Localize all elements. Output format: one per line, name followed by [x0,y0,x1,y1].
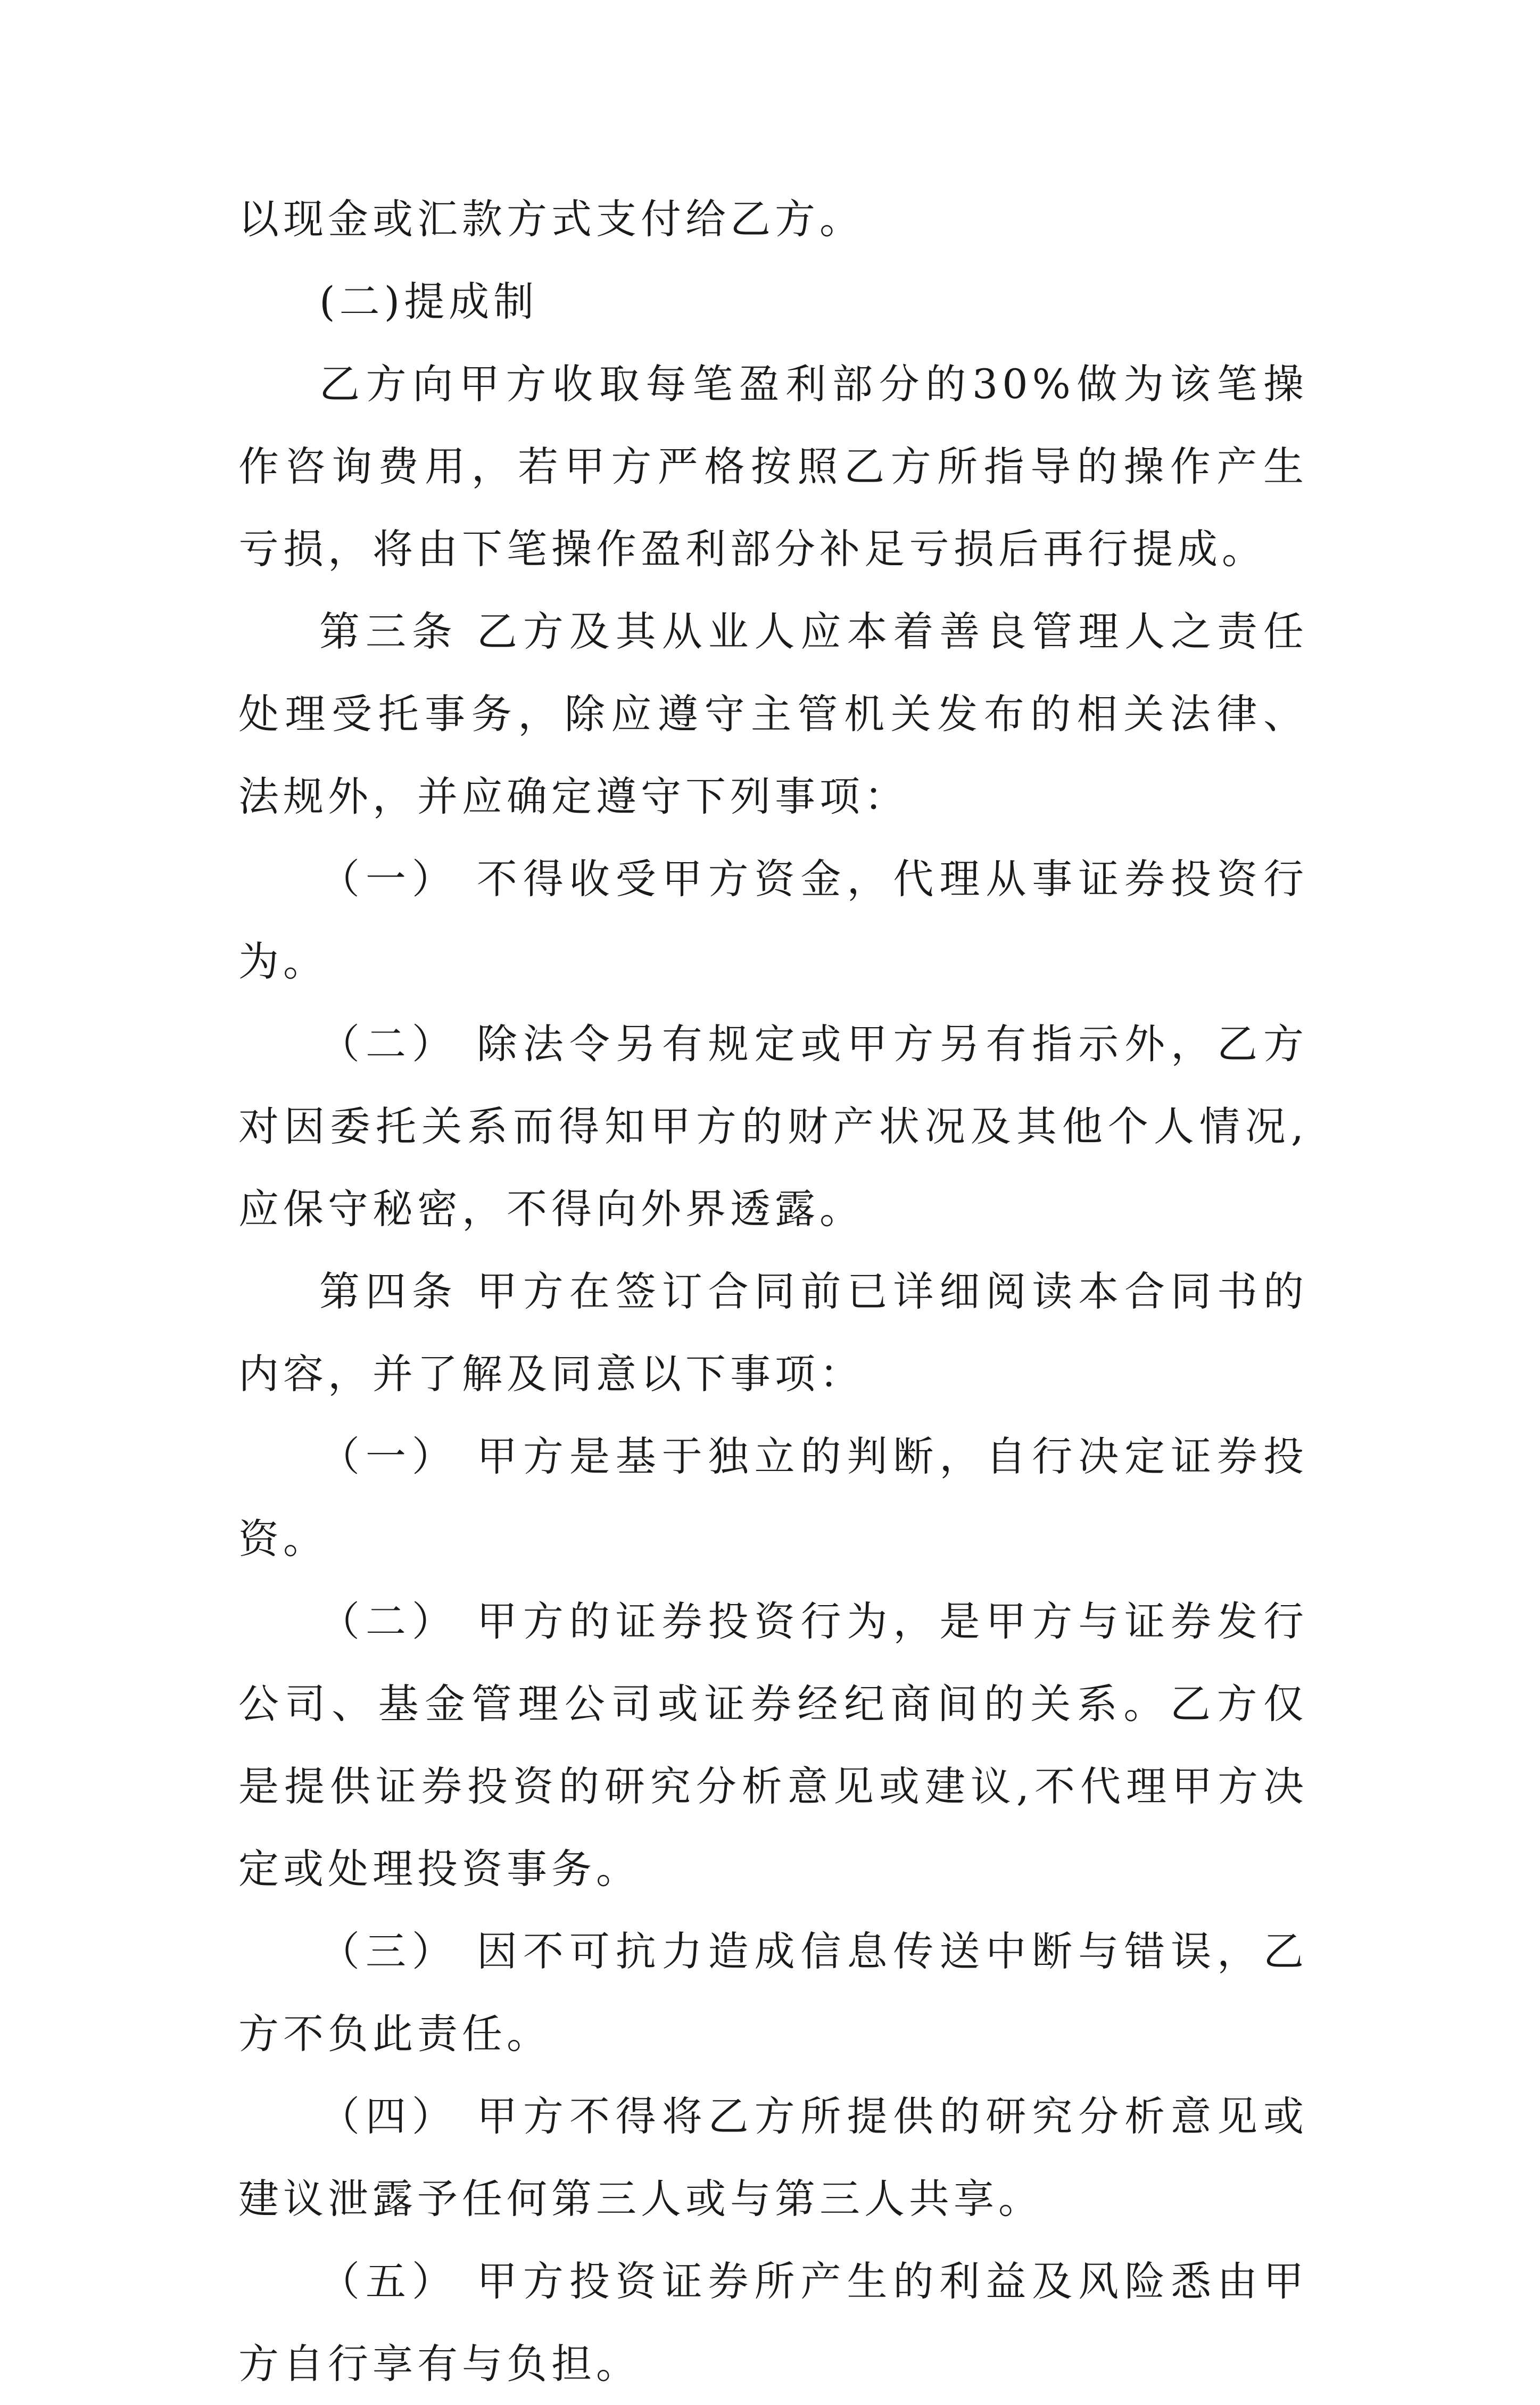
paragraph-10: （三） 因不可抗力造成信息传送中断与错误，乙方不负此责任。 [238,1928,1308,2057]
paragraph-12: （五） 甲方投资证券所产生的利益及风险悉由甲方自行享有与负担。 [238,2258,1308,2387]
paragraph-2: (二)提成制 [319,278,539,325]
paragraph-11: （四） 甲方不得将乙方所提供的研究分析意见或建议泄露予任何第三人或与第三人共享。 [238,2093,1308,2222]
paragraph-9: （二） 甲方的证券投资行为，是甲方与证券发行公司、基金管理公司或证券经纪商间的关系。乙方仅是提供证券投资的研究分析意见或建议,不代理甲方决定或处理投资事务。 [238,1598,1308,1892]
paragraph-7: 第四条 甲方在签订合同前已详细阅读本合同书的内容，并了解及同意以下事项： [238,1268,1308,1398]
paragraph-3: 乙方向甲方收取每笔盈利部分的30%做为该笔操作咨询费用，若甲方严格按照乙方所指导的操作产生亏损，将由下笔操作盈利部分补足亏损后再行提成。 [238,360,1308,573]
paragraph-4: 第三条 乙方及其从业人应本着善良管理人之责任处理受托事务，除应遵守主管机关发布的相关法律、法规外，并应确定遵守下列事项： [238,608,1308,820]
document-body [238,178,1308,2405]
paragraph-1: 以现金或汇款方式支付给乙方。 [238,195,864,243]
paragraph-6: （二） 除法令另有规定或甲方另有指示外，乙方对因委托关系而得知甲方的财产状况及其他个人情况,应保守秘密，不得向外界透露。 [238,1020,1308,1233]
paragraph-8: （一） 甲方是基于独立的判断，自行决定证券投资。 [238,1433,1308,1563]
paragraph-5: （一） 不得收受甲方资金，代理从事证券投资行为。 [238,855,1308,985]
